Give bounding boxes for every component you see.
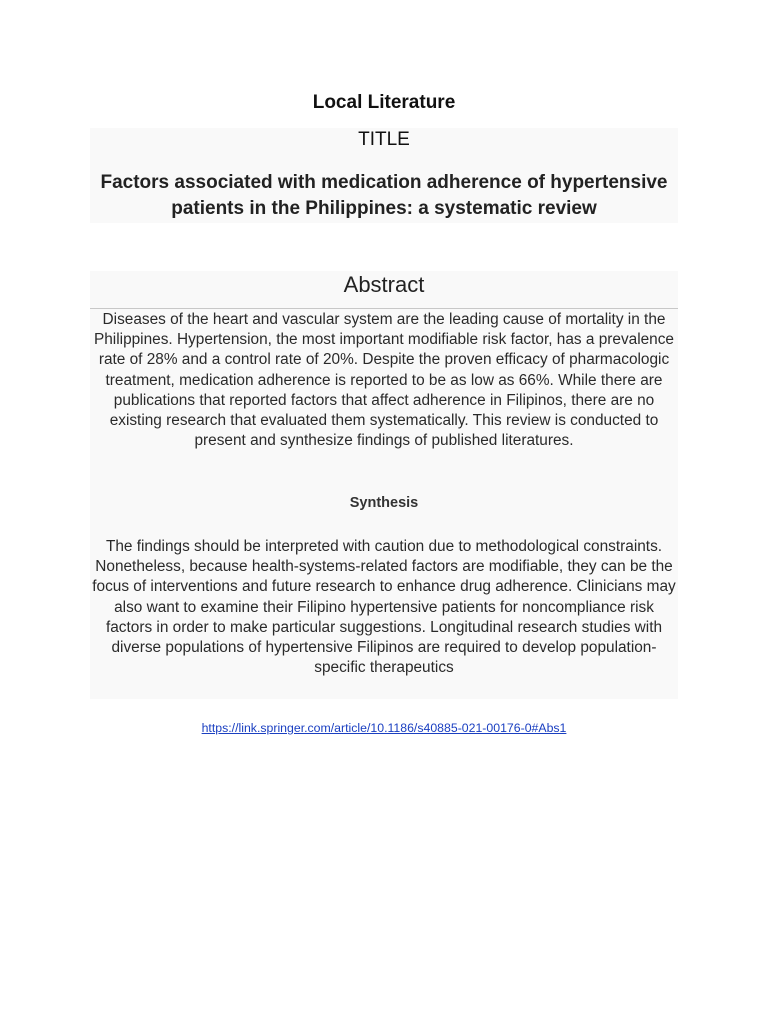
abstract-heading: Abstract [343,272,425,297]
synthesis-heading: Synthesis [349,495,419,511]
source-link-container [0,721,768,735]
title-label: TITLE [358,129,410,150]
paper-title: Factors associated with medication adherence of hypertensive patients in the Philippines: a systematic review [100,172,668,219]
synthesis-body: The findings should be interpreted with caution due to methodological constraints. Nonetheless, because health-systems-related factors are modifiable, they can be the focus of interventions and future research to enhance drug adherence. Clinicians may also want to examine their Filipino hypertensive patients for noncompliance risk factors in order to make particular suggestions. Longitudinal research studies with diverse populations of hypertensive Filipinos are required to develop population-specific therapeutics [92,538,676,677]
abstract-body: Diseases of the heart and vascular system are the leading cause of mortality in the Philippines. Hypertension, the most important modifiable risk factor, has a prevalence rate of 28% and a control rate of 20%. Despite the proven efficacy of pharmacologic treatment, medication adherence is reported to be as low as 66%. While there are publications that reported factors that affect adherence in Filipinos, there are no existing research that evaluated them systematically. This review is conducted to present and synthesize findings of published literatures. [93,311,674,450]
section-heading: Local Literature [312,92,456,113]
source-link[interactable]: https://link.springer.com/article/10.1186/s40885-021-00176-0#Abs1 [201,721,567,735]
abstract-divider [90,308,678,309]
